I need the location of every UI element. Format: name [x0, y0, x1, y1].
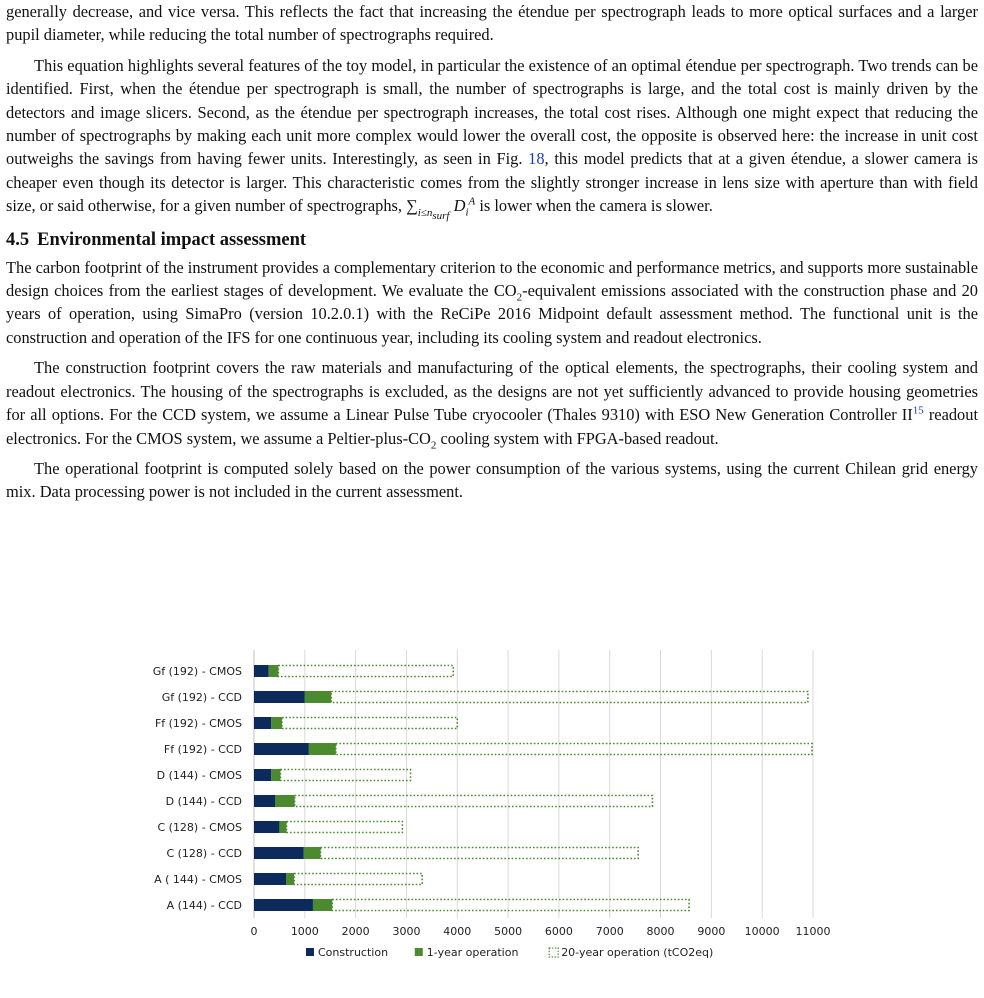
legend-swatch-1-year: [415, 948, 423, 956]
x-tick-label: 2000: [341, 925, 370, 938]
figure-ref-link[interactable]: 18: [528, 149, 545, 169]
bar-20-year-operation: [282, 718, 457, 729]
x-tick-label: 8000: [646, 925, 675, 938]
chart-svg: [0, 640, 984, 993]
y-category-label: C (128) - CMOS: [157, 821, 242, 834]
bar-20-year-operation: [294, 874, 422, 885]
bar-1-year-operation: [271, 717, 282, 729]
emissions-chart: [0, 640, 984, 993]
y-category-label: C (128) - CCD: [166, 847, 242, 860]
legend-label: 20-year operation (tCO2eq): [561, 946, 714, 959]
bar-1-year-operation: [304, 847, 321, 859]
x-tick-label: 7000: [595, 925, 624, 938]
x-tick-label: 4000: [443, 925, 472, 938]
y-category-label: Gf (192) - CCD: [161, 691, 242, 704]
bar-1-year-operation: [313, 899, 332, 911]
bar-construction: [254, 769, 271, 781]
legend-swatch-construction: [306, 948, 314, 956]
bar-20-year-operation: [321, 848, 639, 859]
bar-20-year-operation: [280, 770, 410, 781]
bar-construction: [254, 847, 304, 859]
paragraph-toy-model: This equation highlights several features of the toy model, in particular the existence of an optimal étendue per spectrograph. Two trends can be identified. First, when the étendue per spectrograph is small, the number of spectrographs is large, and the total cost is mainly driven by the detectors and image slicers. Second, as the étendue per spectrograph increases, the total cost rises. Although one might expect that reducing the number of spectrographs by making each unit more complex would lower the overall cost, the opposite is observed here: the increase in unit cost outweighs the savings from having fewer units. Interestingly, as seen in Fig. 18, this model predicts that at a given étendue, a slower camera is cheaper even though its detector is larger. This characteristic comes from the slightly stronger increase in lens size with aperture than with field size, or said otherwise, for a given number of spectrographs, $\sum_{i\le n_{surf}}$ $D_i^A$ is lower when the camera is slower.: [6, 55, 978, 222]
bar-1-year-operation: [275, 795, 294, 807]
bar-construction: [254, 899, 313, 911]
paper-page: [6, 0, 978, 504]
y-category-label: A (144) - CCD: [166, 899, 242, 912]
x-tick-label: 10000: [744, 925, 780, 938]
bar-construction: [254, 873, 286, 885]
x-tick-label: 9000: [697, 925, 726, 938]
x-tick-label: 11000: [795, 925, 831, 938]
x-tick-label: 6000: [544, 925, 573, 938]
sum-formula: $\sum_{i\le n_{surf}}$ $D_i^A$: [406, 195, 476, 222]
x-tick-label: 3000: [392, 925, 421, 938]
bar-20-year-operation: [336, 744, 812, 755]
bar-construction: [254, 821, 279, 833]
bar-construction: [254, 717, 271, 729]
footnote-ref-link[interactable]: 15: [912, 404, 924, 417]
bar-construction: [254, 795, 275, 807]
bar-20-year-operation: [332, 900, 689, 911]
y-category-label: A ( 144) - CMOS: [154, 873, 242, 886]
bar-1-year-operation: [305, 691, 331, 703]
paragraph-construction: The construction footprint covers the raw materials and manufacturing of the optical elements, the spectrographs, their cooling system and readout electronics. The housing of the spectrographs is excluded, as the designs are not yet sufficiently advanced to provide housing geometries for all options. For the CCD system, we assume a Linear Pulse Tube cryocooler (Thales 9310) with ESO New Generation Controller II$^{15}$ readout electronics. For the CMOS system, we assume a Peltier-$plus-CO_2$ cooling system with FPGA-based readout.: [6, 358, 978, 451]
bar-1-year-operation: [271, 769, 280, 781]
y-category-label: D (144) - CMOS: [156, 769, 242, 782]
bar-20-year-operation: [287, 822, 403, 833]
paragraph-continuation: generally decrease, and vice versa. This reflects the fact that increasing the étendue per spectrograph leads to more optical surfaces and a larger pupil diameter, while reducing the total number of spectrographs required.: [6, 2, 978, 45]
bar-20-year-operation: [331, 692, 808, 703]
paragraph-carbon: The carbon footprint of the instrument provides a complementary criterion to the economic and performance metrics, and supports more sustainable design choices from the earliest stages of development. We evaluate the $CO_2$-equivalent emissions associated with the construction phase and 20 years of operation, using SimaPro (version 10.2.0.1) with the ReCiPe 2016 Midpoint default assessment method. The functional unit is the construction and operation of the IFS for one continuous year, including its cooling system and readout electronics.: [6, 257, 978, 347]
bar-20-year-operation: [295, 796, 653, 807]
bar-1-year-operation: [309, 743, 336, 755]
legend-label: Construction: [318, 946, 389, 959]
bar-construction: [254, 691, 305, 703]
y-category-label: Gf (192) - CMOS: [152, 665, 242, 678]
y-category-label: Ff (192) - CMOS: [154, 717, 242, 730]
bar-1-year-operation: [269, 665, 279, 677]
x-tick-label: 0: [250, 925, 258, 938]
bar-construction: [254, 743, 309, 755]
section-heading: 4.5 Environmental impact assessment: [6, 229, 307, 250]
x-tick-label: 1000: [290, 925, 319, 938]
bar-1-year-operation: [279, 821, 286, 833]
x-tick-label: 5000: [494, 925, 523, 938]
bar-1-year-operation: [286, 873, 294, 885]
legend-label: 1-year operation: [426, 946, 519, 959]
bar-construction: [254, 665, 269, 677]
legend-swatch-20-year: [549, 948, 558, 957]
y-category-label: Ff (192) - CCD: [163, 743, 242, 756]
paragraph-operational: The operational footprint is computed solely based on the power consumption of the various systems, using the current Chilean grid energy mix. Data processing power is not included in the current assessment.: [6, 458, 978, 502]
y-category-label: D (144) - CCD: [165, 795, 242, 808]
